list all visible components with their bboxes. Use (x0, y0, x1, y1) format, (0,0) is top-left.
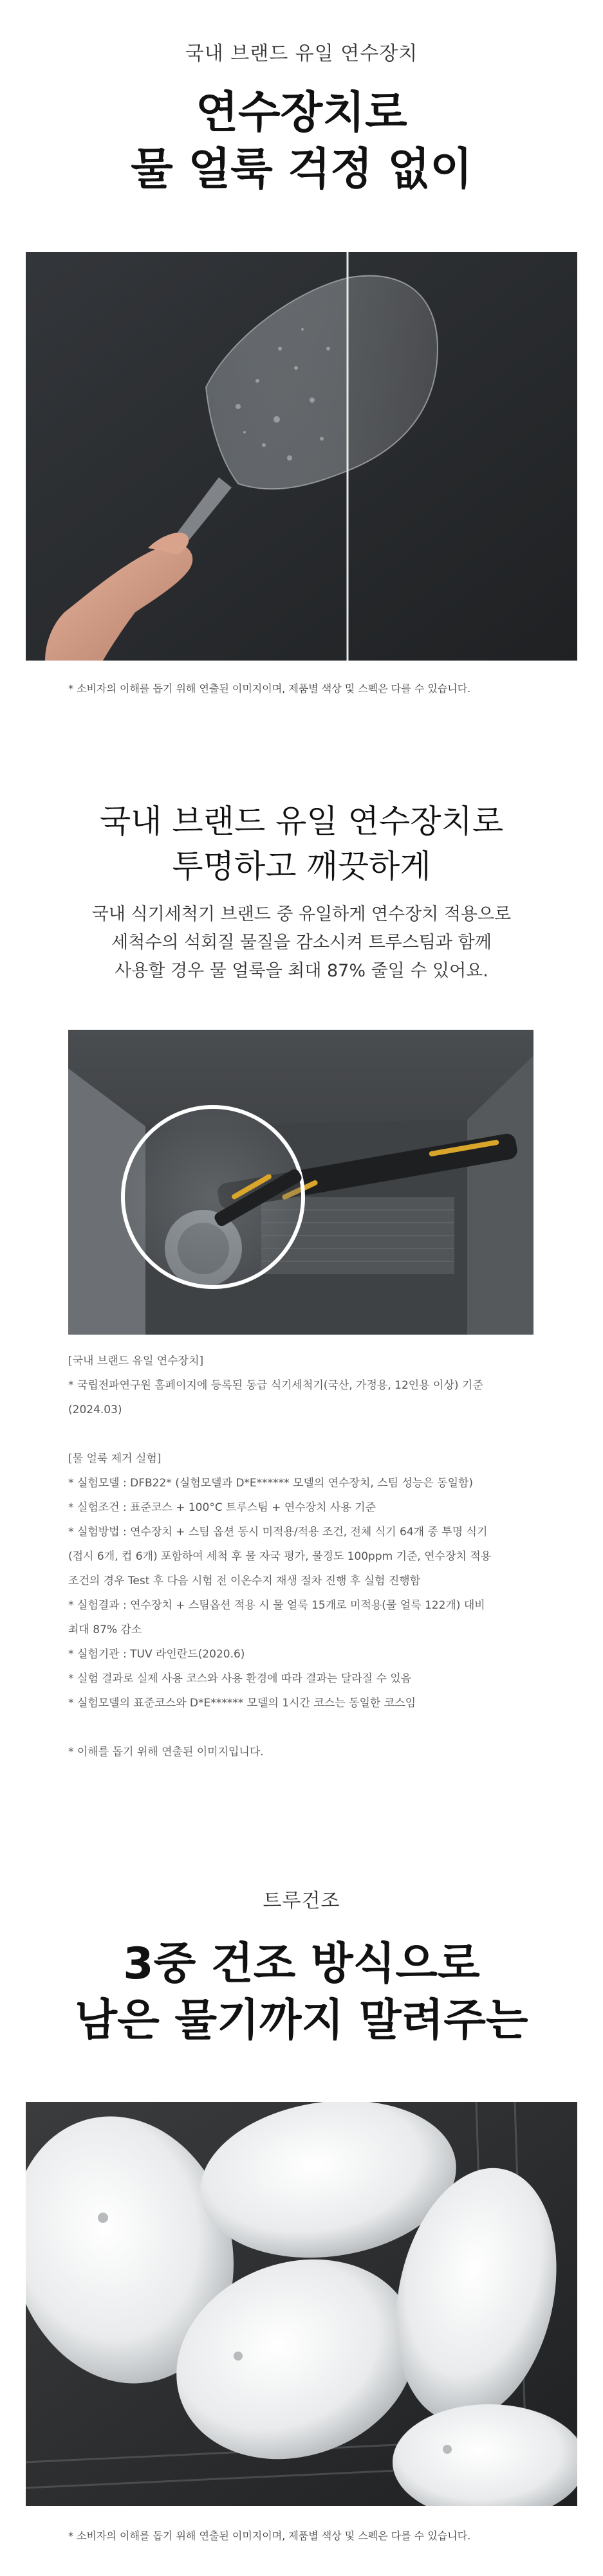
wine-glass-photo (26, 252, 577, 661)
dishes-illustration (26, 2102, 577, 2506)
section1-title (0, 85, 603, 198)
section3-title-line1: 3중 건조 방식으로 (123, 1939, 480, 1989)
section3-disclaimer: * 소비자의 이해를 돕기 위해 연출된 이미지이며, 제품별 색상 및 스펙은 다를 수 있습니다. (68, 2530, 471, 2542)
spec-line: 조건의 경우 Test 후 다음 시험 전 이온수지 재생 절차 진행 후 실험 진행함 (68, 1575, 421, 1587)
spec-line: * 실험모델 : DFB22* (실험모델과 D*E****** 모델의 연수장치, 스팀 성능은 동일함) (68, 1477, 474, 1490)
section2-description (0, 900, 603, 985)
section2-title (0, 799, 603, 889)
section2-desc-line2: 세척수의 석회질 물질을 감소시켜 트루스팀과 함께 (111, 933, 492, 953)
spec-line: (접시 6개, 컵 6개) 포함하여 세척 후 물 자국 평가, 물경도 100ppm 기준, 연수장치 적용 (68, 1550, 492, 1563)
spec-spacer (68, 1715, 557, 1740)
section2-desc-line3: 사용할 경우 물 얼룩을 최대 87% 줄일 수 있어요. (115, 961, 488, 981)
spec-line: * 실험조건 : 표준코스 + 100°C 트루스팀 + 연수장치 사용 기준 (68, 1501, 376, 1514)
spec-line: [물 얼룩 제거 실험] (68, 1452, 162, 1465)
spec-line: * 실험기관 : TUV 라인란드(2020.6) (68, 1648, 245, 1661)
spec-line: * 실험모델의 표준코스와 D*E****** 모델의 1시간 코스는 동일한 코스임 (68, 1697, 416, 1710)
spec-line: [국내 브랜드 유일 연수장치] (68, 1355, 204, 1367)
spec-spacer (68, 1422, 557, 1447)
section2-desc-line1: 국내 식기세척기 브랜드 중 유일하게 연수장치 적용으로 (91, 904, 512, 924)
section3-title-line2: 남은 물기까지 말려주는 (75, 1995, 528, 2046)
spec-line: * 국립전파연구원 홈페이지에 등록된 동급 식기세척기(국산, 가정용, 12인용 이상) 기준 (68, 1379, 483, 1392)
spec-line: * 실험방법 : 연수장치 + 스팀 옵션 동시 미적용/적용 조건, 전체 식기 64개 중 투명 식기 (68, 1526, 488, 1539)
wine-glass-illustration (26, 252, 577, 661)
dishes-drying-photo (26, 2102, 577, 2506)
section1-title-line2: 물 얼룩 걱정 없이 (131, 144, 472, 195)
spec-line: * 실험결과 : 연수장치 + 스팀옵션 적용 시 물 얼룩 15개로 미적용(물 얼룩 122개) 대비 (68, 1599, 485, 1612)
dishwasher-interior-photo (68, 1030, 533, 1335)
spec-line: 최대 87% 감소 (68, 1623, 142, 1636)
section1-title-line1: 연수장치로 (196, 87, 407, 138)
spec-line: (2024.03) (68, 1403, 122, 1416)
section3-title (0, 1936, 603, 2049)
spec-notes (68, 1349, 557, 1764)
spec-line: * 이해를 돕기 위해 연출된 이미지입니다. (68, 1746, 264, 1758)
dishwasher-softener-illustration (68, 1030, 533, 1335)
section2-title-line2: 투명하고 깨끗하게 (172, 848, 431, 885)
section3-eyebrow: 트루건조 (263, 1890, 340, 1912)
section1-eyebrow: 국내 브랜드 유일 연수장치 (185, 42, 418, 65)
spec-line: * 실험 결과로 실제 사용 코스와 사용 환경에 따라 결과는 달라질 수 있음 (68, 1672, 412, 1685)
section1-disclaimer: * 소비자의 이해를 돕기 위해 연출된 이미지이며, 제품별 색상 및 스펙은 다를 수 있습니다. (68, 682, 471, 695)
section2-title-line1: 국내 브랜드 유일 연수장치로 (99, 803, 504, 840)
